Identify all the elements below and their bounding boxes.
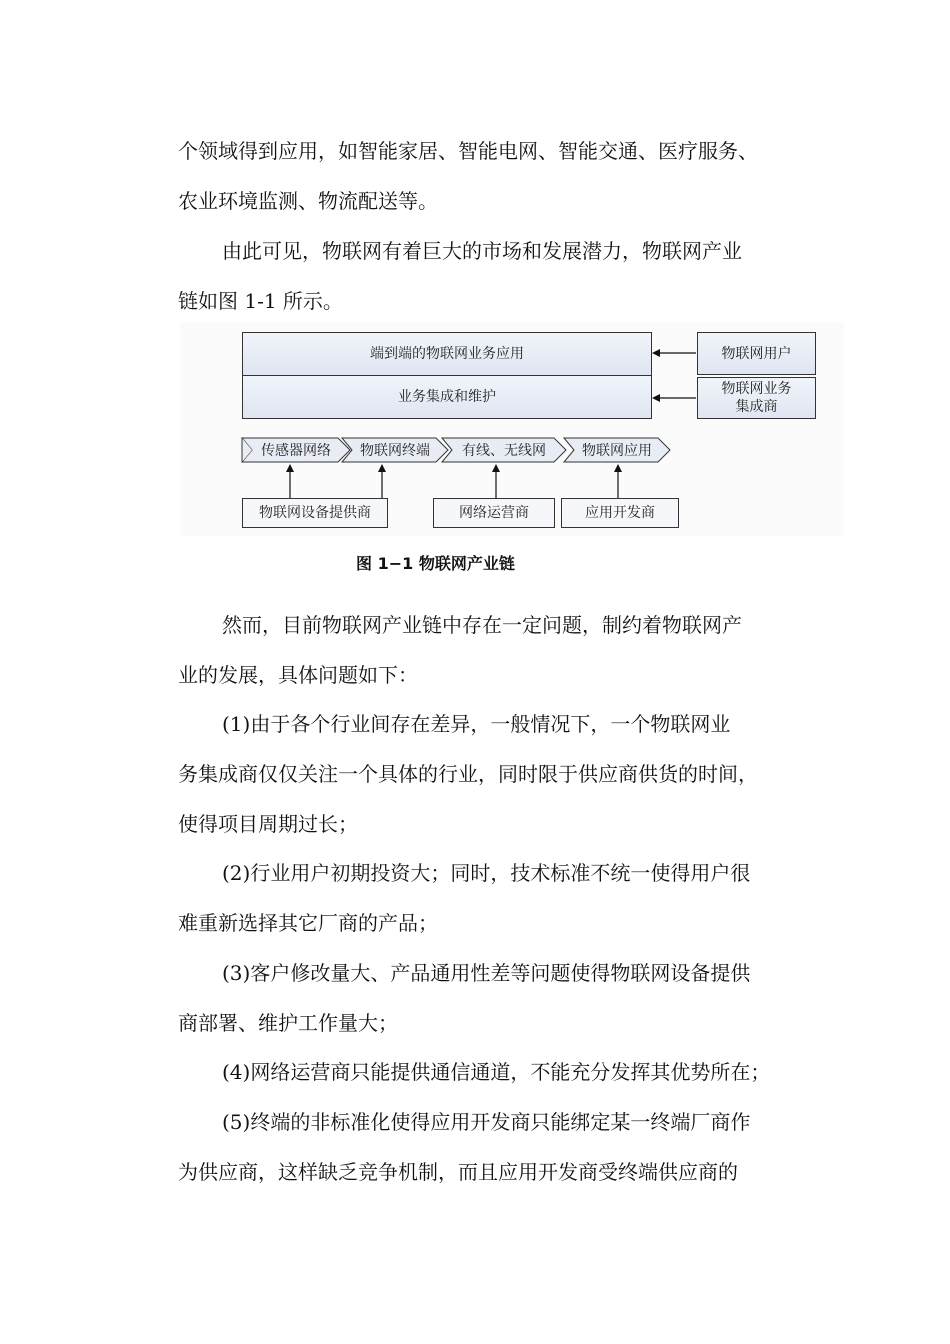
network-operator-box: 网络运营商 xyxy=(433,498,555,528)
text-line: 使得项目周期过长； xyxy=(178,812,358,836)
iot-user-box: 物联网用户 xyxy=(697,332,816,375)
chain-label-network: 有线、无线网 xyxy=(462,443,546,459)
text-line: 农业环境监测、物流配送等。 xyxy=(178,189,438,213)
text-line: 务集成商仅仅关注一个具体的行业，同时限于供应商供货的时间， xyxy=(178,762,758,786)
text-line: 业的发展，具体问题如下： xyxy=(178,663,418,687)
chain-label-terminal: 物联网终端 xyxy=(360,443,430,459)
text-line: (1)由于各个行业间存在差异，一般情况下，一个物联网业 xyxy=(222,712,731,736)
text-line: 难重新选择其它厂商的产品； xyxy=(178,911,438,935)
app-developer-box: 应用开发商 xyxy=(561,498,679,528)
text-line: (4)网络运营商只能提供通信通道，不能充分发挥其优势所在； xyxy=(222,1060,771,1084)
text-line: (2)行业用户初期投资大；同时，技术标准不统一使得用户很 xyxy=(222,861,751,885)
device-provider-box: 物联网设备提供商 xyxy=(242,498,388,528)
text-line: 个领域得到应用，如智能家居、智能电网、智能交通、医疗服务、 xyxy=(178,139,758,163)
text-line: 为供应商，这样缺乏竞争机制，而且应用开发商受终端供应商的 xyxy=(178,1160,738,1184)
integration-maintenance-box: 业务集成和维护 xyxy=(242,375,652,419)
chain-label-application: 物联网应用 xyxy=(582,443,652,459)
iot-industry-chain-figure xyxy=(180,322,844,536)
text-line: 链如图 1-1 所示。 xyxy=(178,289,343,313)
text-line: 由此可见，物联网有着巨大的市场和发展潜力，物联网产业 xyxy=(222,239,742,263)
iot-integrator-box: 物联网业务集成商 xyxy=(697,377,816,419)
figure-caption: 图 1−1 物联网产业链 xyxy=(356,554,515,573)
text-line: (3)客户修改量大、产品通用性差等问题使得物联网设备提供 xyxy=(222,961,751,985)
e2e-application-box: 端到端的物联网业务应用 xyxy=(242,332,652,376)
text-line: (5)终端的非标准化使得应用开发商只能绑定某一终端厂商作 xyxy=(222,1110,751,1134)
chain-label-sensor: 传感器网络 xyxy=(261,443,331,459)
text-line: 商部署、维护工作量大； xyxy=(178,1011,398,1035)
text-line: 然而，目前物联网产业链中存在一定问题，制约着物联网产 xyxy=(222,613,742,637)
